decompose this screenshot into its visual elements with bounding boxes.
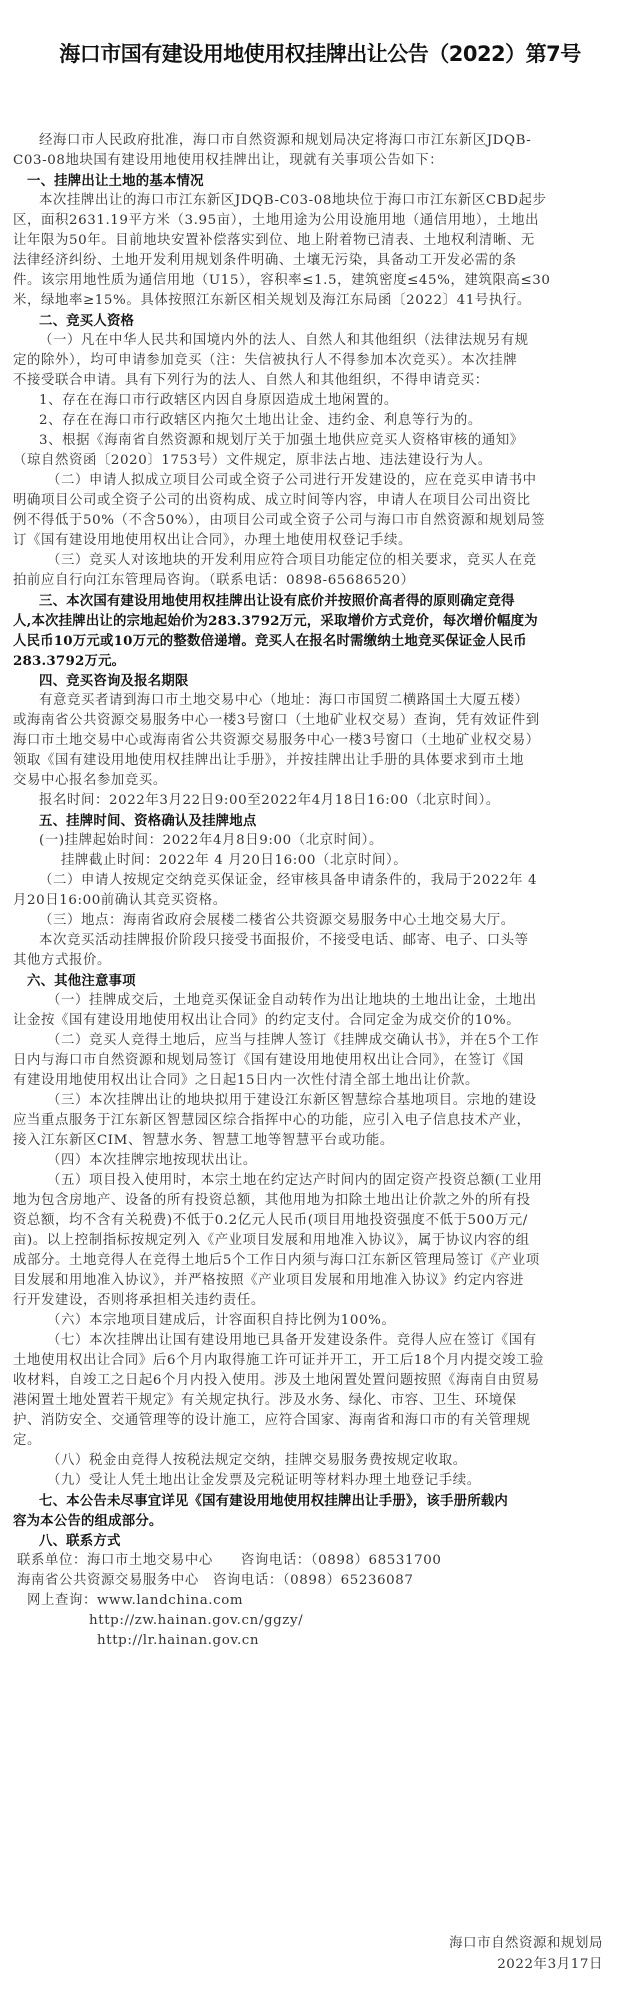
body-text-line: （五）项目投入使用时，本宗土地在约定达产时间内的固定资产投资总额(工业用 [47, 1173, 543, 1188]
section-heading-line: 五、挂牌时间、资格确认及挂牌地点 [39, 813, 257, 829]
body-text-line: 明确项目公司或全资子公司的出资构成、成立时间等内容，申请人在项目公司出资比 [13, 493, 531, 508]
body-text-line: 1、存在在海口市行政辖区内因自身原因造成土地闲置的。 [39, 393, 398, 408]
body-text-line: 地为包含房地产、设备的所有投资总额，其他用地为扣除土地出让价款之外的所有投 [13, 1193, 531, 1208]
body-text-line: （四）本次挂牌宗地按现状出让。 [47, 1153, 257, 1168]
body-text-line: 土地使用权出让合同》后6个月内取得施工许可证并开工，开工后18个月内提交竣工验 [13, 1353, 545, 1368]
body-text-line: 网上查询：www.landchina.com [27, 1593, 244, 1608]
body-text-line: 法律经济纠纷、土地开发利用规划条件明确、土壤无污染，具备动工开发必需的条 [13, 253, 517, 268]
body-text-line: C03-08地块国有建设用地使用权挂牌出让，现就有关事项公告如下： [13, 153, 444, 168]
body-text-line: （三）竞买人对该地块的开发利用应符合项目功能定位的相关要求，竞买人在竞 [47, 553, 537, 568]
body-text-line: 米，绿地率≥15%。具体按照江东新区相关规划及海江东局函〔2022〕41号执行。 [13, 293, 531, 308]
body-text-line: 定的除外），均可申请参加竞买（注：失信被执行人不得参加本次竞买）。本次挂牌 [13, 353, 518, 368]
body-text-line: 定。 [13, 1433, 41, 1448]
section-heading-line: 二、竞买人资格 [39, 313, 135, 329]
body-text-line: 联系单位：海口市土地交易中心 咨询电话：（0898）68531700 [17, 1553, 442, 1568]
body-text-line: 领取《国有建设用地使用权挂牌出让手册》，并按挂牌出让手册的具体要求到市土地 [13, 753, 524, 768]
body-text-line: （二）申请人拟成立项目公司或全资子公司进行开发建设的，应在竞买申请书中 [47, 473, 537, 488]
body-text-line: (一)挂牌起始时间：2022年4月8日9:00（北京时间）。 [39, 833, 383, 848]
body-text-line: 3、根据《海南省自然资源和规划厅关于加强土地供应竞买人资格审核的通知》 [39, 433, 524, 448]
body-text-line: 有建设用地使用权出让合同》之日起15日内一次性付清全部土地出让价款。 [13, 1073, 479, 1088]
body-text-line: 应当重点服务于江东新区智慧园区综合指挥中心的功能，应引入电子信息技术产业， [13, 1113, 531, 1128]
body-text-line: （九）受让人凭土地出让金发票及完税证明等材料办理土地登记手续。 [47, 1473, 481, 1488]
body-text-line: 接入江东新区CIM、智慧水务、智慧工地等智慧平台或功能。 [13, 1133, 394, 1148]
body-text-line: 例不得低于50%（不含50%），由项目公司或全资子公司与海口市自然资源和规划局签 [13, 513, 546, 528]
body-text-line: 成部分。土地竞得人在竞得土地后5个工作日内须与海口江东新区管理局签订《产业项 [13, 1253, 540, 1268]
section-heading-line: 人,本次挂牌出让的宗地起始价为283.3792万元，采取增价方式竞价，每次增价幅度为 [13, 613, 538, 629]
section-heading-line: 人民币10万元或10万元的整数倍递增。竞买人在报名时需缴纳土地竞买保证金人民币 [13, 633, 527, 649]
body-text-line: 海南省公共资源交易服务中心 咨询电话：（0898）65236087 [17, 1573, 414, 1588]
body-text-line: 海口市土地交易中心或海南省公共资源交易服务中心一楼3号窗口（土地矿业权交易） [13, 733, 540, 748]
body-text-line: （琼自然资函〔2020〕1753号）文件规定，原非法占地、违法建设行为人。 [13, 453, 492, 468]
body-text-line: 日内与海口市自然资源和规划局签订《国有建设用地使用权出让合同》，在签订《国 [13, 1053, 524, 1068]
body-text-line: 交易中心报名参加竞买。 [13, 773, 167, 788]
body-text-line: 不接受联合申请。具有下列行为的法人、自然人和其他组织，不得申请竞买： [13, 373, 489, 388]
section-heading-line: 八、联系方式 [39, 1533, 121, 1549]
section-heading-line: 容为本公告的组成部分。 [13, 1513, 163, 1529]
announcement-body [13, 131, 603, 1651]
body-text-line: 订《国有建设用地使用权出让合同》，办理土地使用权登记手续。 [13, 533, 413, 548]
section-heading-line: 六、其他注意事项 [27, 973, 136, 989]
body-text-line: 2、存在在海口市行政辖区内拖欠土地出让金、违约金、利息等行为的。 [39, 413, 482, 428]
body-text-line: 报名时间：2022年3月22日9:00至2022年4月18日16:00（北京时间）。 [39, 793, 500, 808]
body-text-line: （二）申请人按规定交纳竞买保证金，经审核具备申请条件的，我局于2022年 4 [39, 873, 538, 888]
page-title: 海口市国有建设用地使用权挂牌出让公告（2022）第7号 [59, 42, 581, 66]
body-text-line: 亩)。以上控制指标按规定列入《产业项目发展和用地准入协议》，属于协议内容的组 [13, 1233, 530, 1248]
body-text-line: 件。该宗用地性质为通信用地（U15），容积率≤1.5，建筑密度≤45%，建筑限高≤30 [13, 273, 551, 288]
issuer-name: 海口市自然资源和规划局 [449, 1936, 603, 1951]
body-text-line: 护、消防安全、交通管理等的设计施工，应符合国家、海南省和海口市的有关管理规 [13, 1413, 531, 1428]
body-text-line: （一）凡在中华人民共和国境内外的法人、自然人和其他组织（法律法规另有规 [39, 333, 529, 348]
body-text-line: http://zw.hainan.gov.cn/ggzy/ [89, 1613, 304, 1628]
section-heading-line: 三、本次国有建设用地使用权挂牌出让设有底价并按照价高者得的原则确定竞得 [39, 593, 515, 609]
body-text-line: 本次竞买活动挂牌报价阶段只接受书面报价，不接受电话、邮寄、电子、口头等 [39, 933, 529, 948]
body-text-line: 港闲置土地处置若干规定》有关规定执行。涉及水务、绿化、市容、卫生、环境保 [13, 1393, 517, 1408]
section-heading-line: 一、挂牌出让土地的基本情况 [27, 173, 204, 189]
section-heading-line: 七、本公告未尽事宜详见《国有建设用地使用权挂牌出让手册》，该手册所载内 [39, 1493, 508, 1509]
body-text-line: 拍前应自行向江东管理局咨询。（联系电话：0898-65686520） [13, 573, 415, 588]
body-text-line: 本次挂牌出让的海口市江东新区JDQB-C03-08地块位于海口市江东新区CBD起步 [39, 193, 547, 208]
body-text-line: 挂牌截止时间：2022年 4 月20日16:00（北京时间）。 [61, 853, 408, 868]
body-text-line: （七）本次挂牌出让国有建设用地已具备开发建设条件。竞得人应在签订《国有 [47, 1333, 537, 1348]
body-text-line: 经海口市人民政府批准，海口市自然资源和规划局决定将海口市江东新区JDQB- [39, 133, 532, 148]
section-heading-line: 四、竞买咨询及报名期限 [39, 673, 189, 689]
body-text-line: 行开发建设，否则将承担相关违约责任。 [13, 1293, 265, 1308]
body-text-line: 其他方式报价。 [13, 953, 111, 968]
body-text-line: 目发展和用地准入协议》，并严格按照《产业项目发展和用地准入协议》约定内容进 [13, 1273, 524, 1288]
body-text-line: http://lr.hainan.gov.cn [97, 1633, 260, 1648]
body-text-line: 月20日16:00前确认其竞买资格。 [13, 893, 227, 908]
body-text-line: （二）竞买人竞得土地后，应当与挂牌人签订《挂牌成交确认书》，并在5个工作 [47, 1033, 540, 1048]
section-heading-line: 283.3792万元。 [13, 653, 126, 669]
issue-date: 2022年3月17日 [497, 1957, 603, 1972]
body-text-line: （一）挂牌成交后，土地竞买保证金自动转作为出让地块的土地出让金，土地出 [47, 993, 537, 1008]
body-text-line: 资总额，均不含有关税费)不低于0.2亿元人民币(项目用地投资强度不低于500万元/ [13, 1213, 528, 1228]
body-text-line: （三）本次挂牌出让的地块拟用于建设江东新区智慧综合基地项目。宗地的建设 [47, 1093, 537, 1108]
body-text-line: （八）税金由竞得人按税法规定交纳，挂牌交易服务费按规定收取。 [47, 1453, 467, 1468]
body-text-line: 让金按《国有建设用地使用权出让合同》的约定支付。合同定金为成交价的10%。 [13, 1013, 521, 1028]
body-text-line: 有意竞买者请到海口市土地交易中心（地址：海口市国贸二横路国土大厦五楼） [39, 693, 529, 708]
body-text-line: （三）地点：海南省政府会展楼二楼省公共资源交易服务中心土地交易大厅。 [39, 913, 515, 928]
body-text-line: （六）本宗地项目建成后，计容面积自持比例为100%。 [47, 1313, 396, 1328]
body-text-line: 收材料，自竣工之日起6个月内投入使用。涉及土地闲置处置问题按照《海南自由贸易 [13, 1373, 540, 1388]
body-text-line: 区，面积2631.19平方米（3.95亩），土地用途为公用设施用地（通信用地），土地出 [13, 213, 540, 228]
body-text-line: 或海南省公共资源交易服务中心一楼3号窗口（土地矿业权交易）查询，凭有效证件到 [13, 713, 540, 728]
body-text-line: 让年限为50年。目前地块安置补偿落实到位、地上附着物已清表、土地权利清晰、无 [13, 233, 535, 248]
